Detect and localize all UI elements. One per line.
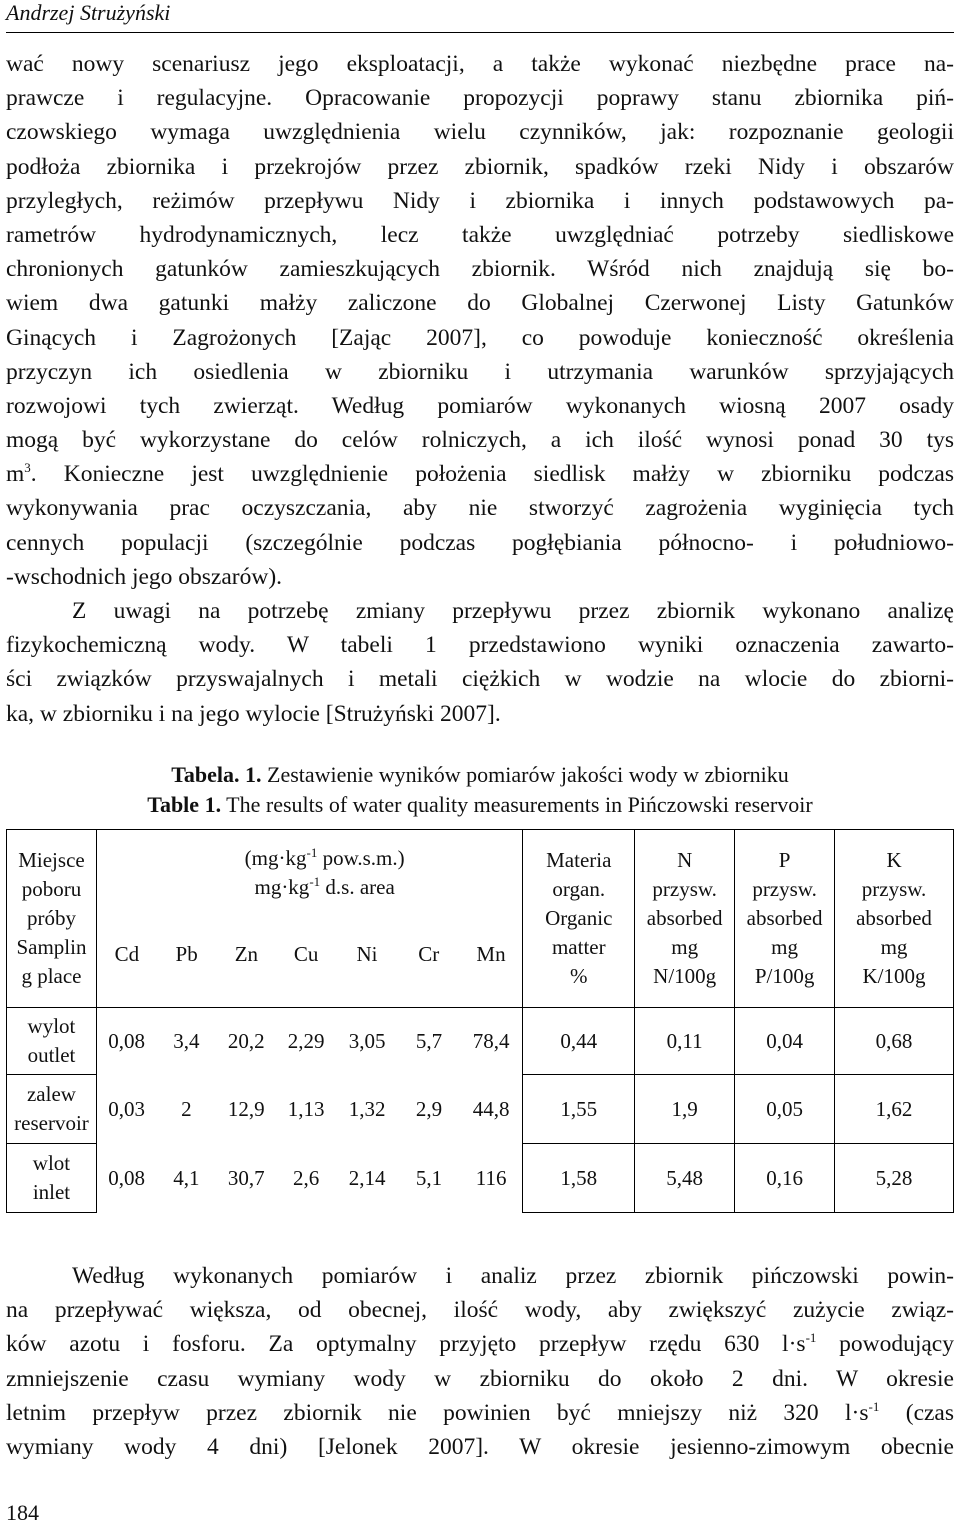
cell-mn: 44,8 [460, 1075, 523, 1144]
text-line: prawcze i regulacyjne. Opracowanie propozycji poprawy stanu zbiornika piń- [6, 85, 954, 112]
text-line: Z uwagi na potrzebę zmiany przepływu przez zbiornik wykonano analizę [72, 598, 954, 624]
cell-organic: 1,55 [523, 1075, 635, 1144]
table-caption-en: Table 1. The results of water quality measurements in Pińczowski reservoir [147, 792, 813, 817]
header-sampling-place: Miejsce poboru próby Samplin g place [7, 830, 97, 1008]
header-cd: Cd [114, 942, 140, 966]
cell-cu: 2,29 [287, 1028, 325, 1053]
paragraph-3 [6, 1259, 954, 1464]
cell-pb: 4,1 [173, 1165, 200, 1190]
table-row [7, 1075, 954, 1144]
cell-pb: 2 [181, 1096, 192, 1121]
header-pb: Pb [175, 942, 198, 966]
header-zn: Zn [234, 942, 259, 966]
cell-k: 5,28 [835, 1144, 954, 1213]
text-line: wymiany wody 4 dni) [Jelonek 2007]. W okresie jesienno-zimowym obecnie [6, 1433, 954, 1460]
paragraph-1 [6, 47, 954, 731]
cell-cr: 5,1 [415, 1165, 443, 1190]
header-organic-matter: Materia organ. Organic matter % [523, 830, 635, 1008]
cell-cd: 0,08 [96, 1008, 156, 1075]
text-line: chronionych gatunków zamieszkujących zbiornik. Wśród nich znajdują się bo- [6, 256, 954, 283]
cell-p: 0,04 [735, 1008, 835, 1075]
table-header-row [7, 830, 954, 1008]
header-divider [6, 32, 954, 33]
text-line: przyległych, reżimów przepływu Nidy i zbiornika i innych podstawowych pa- [6, 187, 954, 214]
cell-cd: 0,03 [96, 1075, 156, 1144]
cell-cd: 0,08 [96, 1144, 156, 1213]
cell-cr: 5,7 [415, 1028, 443, 1053]
cell-cu: 1,13 [287, 1096, 325, 1121]
header-mn: Mn [476, 942, 506, 966]
cell-organic: 0,44 [523, 1008, 635, 1075]
cell-zn: 12,9 [227, 1096, 265, 1121]
text-line: Według wykonanych pomiarów i analiz przez zbiornik pińczowski powin- [72, 1263, 954, 1289]
cell-ni: 1,32 [348, 1096, 386, 1121]
header-ni: Ni [356, 942, 378, 966]
cell-cu: 2,6 [293, 1165, 320, 1190]
text-line: fizykochemiczną wody. W tabeli 1 przedstawiono wyniki oznaczenia zawarto- [6, 632, 954, 659]
cell-organic: 1,58 [523, 1144, 635, 1213]
cell-ni: 2,14 [348, 1165, 386, 1190]
table-row [7, 1144, 954, 1213]
cell-n: 1,9 [635, 1075, 735, 1144]
text-line: mogą być wykorzystane do celów rolniczych, a ich ilość wynosi ponad 30 tys [6, 427, 954, 454]
header-nitrogen: N przysw. absorbed mg N/100g [635, 830, 735, 1008]
page-number: 184 [6, 1500, 39, 1525]
text-line: ści związków przyswajalnych i metali ciężkich w wodzie na wlocie do zbiorni- [6, 666, 954, 693]
cell-ni: 3,05 [348, 1028, 386, 1053]
text-line-m3: $m^3$. Konieczne jest uwzględnienie położenia siedlisk małży w zbiorniku podczas [6, 460, 954, 488]
text-line: czowskiego wymaga uwzględnienia wielu czynników, jak: rozpoznanie geologii [6, 119, 954, 146]
water-quality-table [6, 829, 954, 1213]
cell-zn: 20,2 [227, 1028, 265, 1053]
text-line: podłoża zbiornika i przekrojów przez zbiornik, spadków rzeki Nidy i obszarów [6, 153, 954, 180]
cell-cr: 2,9 [415, 1096, 443, 1121]
header-units: ($mg\cdot kg^{-1}$ pow.s.m.) $mg\cdot kg^{-1}$ d.s. area [244, 845, 405, 899]
cell-k: 0,68 [835, 1008, 954, 1075]
header-cr: Cr [418, 942, 440, 966]
header-cu: Cu [293, 942, 319, 966]
text-line: wykonywania prac oczyszczania, aby nie stworzyć zagrożenia wyginięcia tych [6, 495, 954, 522]
text-line: rozwojowi tych zwierząt. Według pomiarów wykonanych wiosną 2007 osady [6, 392, 954, 419]
cell-p: 0,16 [735, 1144, 835, 1213]
text-line: zmniejszenie czasu wymiany wody w zbiorniku do około 2 dni. W okresie [6, 1365, 954, 1392]
cell-n: 5,48 [635, 1144, 735, 1213]
cell-p: 0,05 [735, 1075, 835, 1144]
text-line: Ginących i Zagrożonych [Zając 2007], co powoduje konieczność określenia [6, 324, 954, 351]
table-caption-pl: Tabela. 1. Zestawienie wyników pomiarów jakości wody w zbiorniku [171, 762, 789, 787]
text-line: wać nowy scenariusz jego eksploatacji, a także wykonać niezbędne prace na- [6, 51, 954, 77]
text-line: ków azotu i fosforu. Za optymalny przyjęto przepływ rzędu 630 $l\cdot s^{-1}$ powodujący [6, 1330, 954, 1358]
row-place: zalew reservoir [7, 1075, 97, 1144]
table-row [7, 1008, 954, 1075]
text-line: wiem dwa gatunki małży zaliczone do Globalnej Czerwonej Listy Gatunków [6, 290, 954, 317]
header-phosphorus: P przysw. absorbed mg P/100g [735, 830, 835, 1008]
cell-mn: 78,4 [460, 1008, 523, 1075]
row-place: wylot outlet [7, 1008, 97, 1075]
cell-n: 0,11 [635, 1008, 735, 1075]
header-potassium: K przysw. absorbed mg K/100g [835, 830, 954, 1008]
cell-pb: 3,4 [173, 1028, 200, 1053]
text-line: ka, w zbiorniku i na jego wylocie [Strużyński 2007]. [6, 700, 501, 727]
text-line: -wschodnich jego obszarów). [6, 563, 283, 590]
text-line: przyczyn ich osiedlenia w zbiorniku i utrzymania warunków sprzyjających [6, 358, 954, 385]
text-line: rametrów hydrodynamicznych, lecz także uwzględniać potrzeby siedliskowe [6, 221, 954, 248]
cell-k: 1,62 [835, 1075, 954, 1144]
text-line: na przepływać większa, od obecnej, ilość wody, aby zwiększyć zużycie związ- [6, 1297, 954, 1324]
text-line: cennych populacji (szczególnie podczas pogłębiania północno- i południowo- [6, 529, 954, 556]
header-metals [96, 830, 522, 1008]
running-header-author: Andrzej Strużyński [6, 0, 171, 25]
cell-mn: 116 [460, 1144, 523, 1213]
text-line: letnim przepływ przez zbiornik nie powinien być mniejszy niż 320 $l\cdot s^{-1}$ (czas [6, 1398, 954, 1426]
row-place: wlot inlet [7, 1144, 97, 1213]
cell-zn: 30,7 [227, 1165, 265, 1190]
